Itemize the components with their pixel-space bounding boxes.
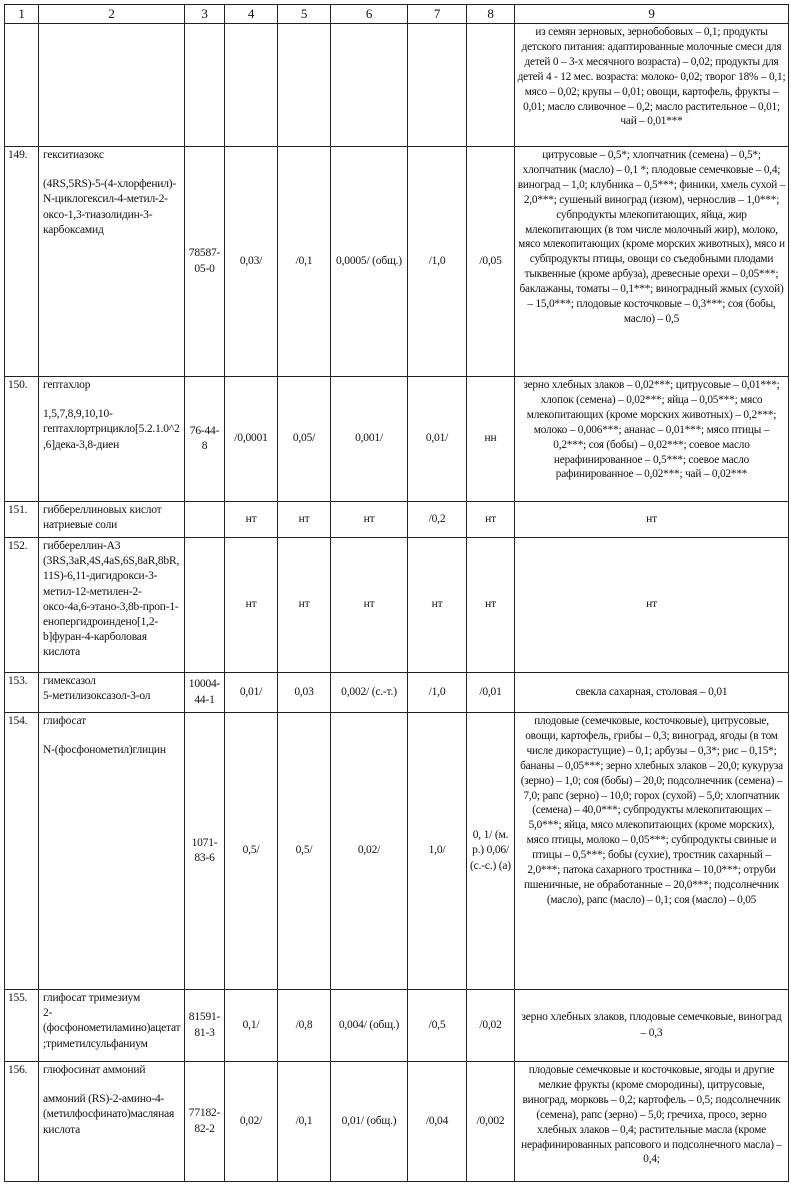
value-col5: /0,1 bbox=[278, 1062, 331, 1182]
value-col4: 0,1/ bbox=[225, 990, 278, 1062]
value-col6: нт bbox=[331, 502, 408, 538]
substance-cell bbox=[39, 713, 185, 990]
food-residue-limits: зерно хлебных злаков, плодовые семечковые, виноград – 0,3 bbox=[515, 990, 789, 1062]
substance-name: глифосат bbox=[43, 715, 86, 727]
substance-cell bbox=[39, 1062, 185, 1182]
food-residue-limits: цитрусовые – 0,5*; хлопчатник (семена) – 0,5*; хлопчатник (масло) – 0,1 *; плодовые семечковые – 0,4; виноград – 1,0; клубника – 0,5***; финики, хмель сухой – 2,0***; сушеный виноград (изюм), чернослив – 1,0***; субпродукты млекопитающих, яйца, жир млекопитающих (в том числе молочный жир), молоко, мясо млекопитающих (кроме морских животных), мясо и субпродукты птицы, овощи со съедобными плодами тыквенные (кроме арбуза), древесные орехи – 0,05***; баклажаны, томаты – 0,1***; виноградный жмых (сухой) – 15,0***; плодовые косточковые – 0,3***; соя (бобы, масло) – 0,5 bbox=[515, 147, 789, 377]
table-row bbox=[5, 24, 789, 147]
value-col7: /0,5 bbox=[408, 990, 467, 1062]
substance-cell bbox=[39, 147, 185, 377]
value-col8: /0,01 bbox=[467, 673, 515, 713]
table-row bbox=[5, 502, 789, 538]
substance-name: гептахлор bbox=[43, 379, 91, 391]
food-residue-limits: свекла сахарная, столовая – 0,01 bbox=[515, 673, 789, 713]
column-header: 4 bbox=[225, 5, 278, 24]
column-header: 8 bbox=[467, 5, 515, 24]
value-col4: 0,01/ bbox=[225, 673, 278, 713]
value-col7: /0,2 bbox=[408, 502, 467, 538]
value-col4 bbox=[225, 24, 278, 147]
document-page bbox=[4, 4, 788, 1190]
substance-chemical-name: аммоний (RS)-2-амино-4-(метилфосфинато)масляная кислота bbox=[43, 1093, 175, 1136]
value-col8 bbox=[467, 24, 515, 147]
substance-name bbox=[39, 24, 185, 147]
table-row bbox=[5, 713, 789, 990]
substance-cell bbox=[39, 673, 185, 713]
substance-chemical-name: 2-(фосфонометиламино)ацетат;триметилсульфаниум bbox=[43, 1007, 181, 1050]
cas-number: 1071-83-6 bbox=[185, 713, 225, 990]
row-number: 149. bbox=[5, 147, 39, 377]
value-col5: нт bbox=[278, 502, 331, 538]
substance-name: глюфосинат аммоний bbox=[43, 1064, 146, 1076]
value-col7: нт bbox=[408, 538, 467, 673]
row-number: 150. bbox=[5, 377, 39, 502]
table-row bbox=[5, 990, 789, 1062]
column-number-header-row bbox=[5, 5, 789, 24]
table-row bbox=[5, 673, 789, 713]
cas-number bbox=[185, 538, 225, 673]
value-col8: нн bbox=[467, 377, 515, 502]
value-col7: /0,04 bbox=[408, 1062, 467, 1182]
substance-chemical-name: 1,5,7,8,9,10,10-гептахлортрицикло[5.2.1.0^2,6]дека-3,8-диен bbox=[43, 408, 180, 451]
value-col4: 0,5/ bbox=[225, 713, 278, 990]
table-row bbox=[5, 147, 789, 377]
value-col8: /0,002 bbox=[467, 1062, 515, 1182]
value-col4: нт bbox=[225, 538, 278, 673]
substance-name: гимексазол bbox=[43, 675, 96, 687]
value-col5: 0,05/ bbox=[278, 377, 331, 502]
column-header: 6 bbox=[331, 5, 408, 24]
value-col7: /1,0 bbox=[408, 147, 467, 377]
value-col6 bbox=[331, 24, 408, 147]
table-row bbox=[5, 377, 789, 502]
column-header: 1 bbox=[5, 5, 39, 24]
value-col6: 0,002/ (с.-т.) bbox=[331, 673, 408, 713]
cas-number: 10004-44-1 bbox=[185, 673, 225, 713]
food-residue-limits: нт bbox=[515, 538, 789, 673]
value-col8: /0,02 bbox=[467, 990, 515, 1062]
substance-name: гекситиазокс bbox=[43, 149, 104, 161]
value-col5: нт bbox=[278, 538, 331, 673]
value-col5 bbox=[278, 24, 331, 147]
row-number: 156. bbox=[5, 1062, 39, 1182]
cas-number: 76-44-8 bbox=[185, 377, 225, 502]
value-col7: 0,01/ bbox=[408, 377, 467, 502]
value-col4: нт bbox=[225, 502, 278, 538]
substance-name: глифосат тримезиум bbox=[43, 992, 141, 1004]
substance-chemical-name: (3RS,3aR,4S,4aS,6S,8aR,8bR,11S)-6,11-дигидрокси-3-метил-12-метилен-2-оксо-4a,6-этано-3,8b-проп-1-енопергидроиндено[1,2-b]фуран-4-карболовая кислота bbox=[43, 555, 180, 659]
row-number: 154. bbox=[5, 713, 39, 990]
substance-name: гиббереллин-А3 bbox=[43, 540, 121, 552]
cas-number bbox=[185, 24, 225, 147]
substance-name: гиббереллиновых кислот натриевые соли bbox=[39, 502, 185, 538]
value-col4: /0,0001 bbox=[225, 377, 278, 502]
substance-chemical-name: N-(фосфонометил)глицин bbox=[43, 744, 166, 757]
substance-cell bbox=[39, 538, 185, 673]
column-header: 5 bbox=[278, 5, 331, 24]
food-residue-limits: плодовые (семечковые, косточковые), цитрусовые, овощи, картофель, грибы – 0,3; виноград, ягоды (в том числе дикорастущие) – 0,1; арбузы – 0,3*; рис – 0,15*; бананы – 0,05***; зерно хлебных злаков – 20,0; кукуруза (зерно) – 1,0; соя (бобы) – 20,0; подсолнечник (семена) – 7,0; рапс (зерно) – 10,0; горох (сухой) – 5,0; хлопчатник (семена) – 40,0***; субпродукты млекопитающих – 5,0***; яйца, мясо млекопитающих (кроме морских), мясо птицы, молоко – 0,05***; субпродукты свиные и птицы – 0,5***; бобы (сухие), тростник сахарный – 2,0***; патока сахарного тростника – 10,0***; отруби пшеничные, не обработанные – 20,0***; подсолнечник (масло), рапс (масло) – 0,1; соя (масло) – 0,05 bbox=[515, 713, 789, 990]
value-col6: нт bbox=[331, 538, 408, 673]
value-col7 bbox=[408, 24, 467, 147]
value-col7: /1,0 bbox=[408, 673, 467, 713]
pesticide-regulation-table bbox=[4, 4, 789, 1182]
value-col5: 0,5/ bbox=[278, 713, 331, 990]
substance-chemical-name: (4RS,5RS)-5-(4-хлорфенил)-N-циклогексил-4-метил-2-оксо-1,3-тиазолидин-3-карбоксамид bbox=[43, 178, 177, 236]
cas-number: 81591-81-3 bbox=[185, 990, 225, 1062]
column-header: 3 bbox=[185, 5, 225, 24]
value-col7: 1,0/ bbox=[408, 713, 467, 990]
row-number: 151. bbox=[5, 502, 39, 538]
value-col6: 0,02/ bbox=[331, 713, 408, 990]
food-residue-limits: плодовые семечковые и косточковые, ягоды и другие мелкие фрукты (кроме смородины), цитрусовые, виноград, морковь – 0,2; картофель – 0,5; подсолнечник (семена), рапс (зерно) – 5,0; гречиха, просо, зерно хлебных злаков – 0,4; растительные масла (кроме нерафинированных рапсового и подсолнечного масла) – 0,4; bbox=[515, 1062, 789, 1182]
value-col6: 0,0005/ (общ.) bbox=[331, 147, 408, 377]
value-col4: 0,02/ bbox=[225, 1062, 278, 1182]
column-header: 2 bbox=[39, 5, 185, 24]
value-col5: /0,8 bbox=[278, 990, 331, 1062]
value-col6: 0,01/ (общ.) bbox=[331, 1062, 408, 1182]
value-col8: нт bbox=[467, 538, 515, 673]
value-col8: нт bbox=[467, 502, 515, 538]
value-col6: 0,001/ bbox=[331, 377, 408, 502]
food-residue-limits: нт bbox=[515, 502, 789, 538]
value-col4: 0,03/ bbox=[225, 147, 278, 377]
value-col5: 0,03 bbox=[278, 673, 331, 713]
cas-number: 78587-05-0 bbox=[185, 147, 225, 377]
substance-chemical-name: 5-метилизоксазол-3-ол bbox=[43, 690, 151, 703]
cas-number: 77182-82-2 bbox=[185, 1062, 225, 1182]
food-residue-limits: из семян зерновых, зернобобовых – 0,1; продукты детского питания: адаптированные молочные смеси для детей 0 – 3-х месячного возраста) – 0,02; продукты для детей 4 - 12 мес. возраста: молоко- 0,02; творог 18% – 0,1; мясо – 0,02; крупы – 0,01; овощи, картофель, фрукты – 0,01; масло сливочное – 0,2; масло растительное – 0,01; чай – 0,01*** bbox=[515, 24, 789, 147]
value-col6: 0,004/ (общ.) bbox=[331, 990, 408, 1062]
row-number: 155. bbox=[5, 990, 39, 1062]
table-row bbox=[5, 1062, 789, 1182]
row-number: 153. bbox=[5, 673, 39, 713]
value-col8: 0, 1/ (м. р.) 0,06/ (с.-с.) (а) bbox=[467, 713, 515, 990]
food-residue-limits: зерно хлебных злаков – 0,02***; цитрусовые – 0,01***; хлопок (семена) – 0,02***; яйца – 0,05***; мясо млекопитающих (кроме морских животных) – 0,2***; молоко – 0,006***; ананас – 0,01***; мясо птицы – 0,2***; соя (бобы) – 0,02***; соевое масло нерафинированное – 0,5***; соевое масло рафинированное – 0,02***; чай – 0,02*** bbox=[515, 377, 789, 502]
value-col8: /0,05 bbox=[467, 147, 515, 377]
row-number bbox=[5, 24, 39, 147]
column-header: 7 bbox=[408, 5, 467, 24]
substance-cell bbox=[39, 990, 185, 1062]
table-row bbox=[5, 538, 789, 673]
row-number: 152. bbox=[5, 538, 39, 673]
column-header: 9 bbox=[515, 5, 789, 24]
substance-cell bbox=[39, 377, 185, 502]
cas-number bbox=[185, 502, 225, 538]
value-col5: /0,1 bbox=[278, 147, 331, 377]
